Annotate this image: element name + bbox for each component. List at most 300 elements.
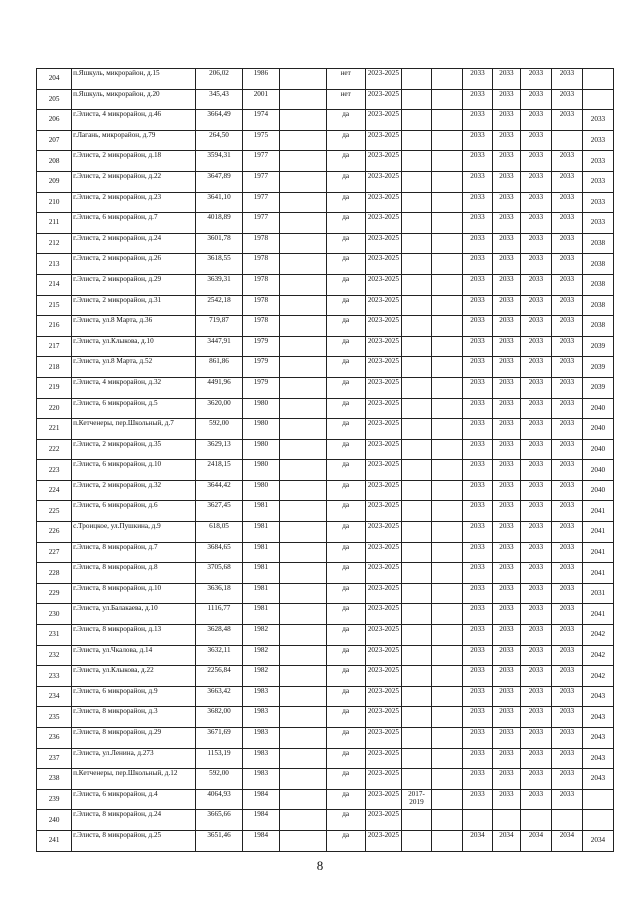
cell-year-col-5: 2042	[582, 625, 613, 646]
cell-year-col-3: 2033	[520, 233, 551, 254]
cell-empty-column	[279, 439, 326, 460]
cell-year-col-1: 2033	[462, 171, 492, 192]
cell-year-col-2: 2033	[492, 748, 520, 769]
cell-flag: да	[326, 316, 365, 337]
cell-year-col-2: 2033	[492, 769, 520, 790]
cell-empty-column	[279, 830, 326, 851]
cell-area: 618,05	[196, 522, 243, 543]
cell-year-col-4: 2033	[551, 357, 582, 378]
cell-area: 719,87	[196, 316, 243, 337]
cell-area: 3684,65	[196, 542, 243, 563]
cell-build-year: 1981	[242, 542, 279, 563]
cell-empty-column	[431, 316, 462, 337]
cell-area: 4491,96	[196, 377, 243, 398]
cell-year-col-2: 2033	[492, 419, 520, 440]
cell-empty-column	[431, 110, 462, 131]
cell-year-col-2: 2033	[492, 460, 520, 481]
cell-year-col-5	[582, 89, 613, 110]
cell-year-col-5: 2042	[582, 666, 613, 687]
cell-empty-column	[279, 89, 326, 110]
cell-year-col-1: 2033	[462, 604, 492, 625]
cell-year-col-4: 2033	[551, 192, 582, 213]
cell-build-year: 1977	[242, 192, 279, 213]
cell-period: 2023-2025	[365, 192, 401, 213]
cell-flag: да	[326, 769, 365, 790]
cell-period: 2023-2025	[365, 439, 401, 460]
cell-period: 2023-2025	[365, 233, 401, 254]
cell-year-col-2: 2033	[492, 563, 520, 584]
cell-year-col-2: 2033	[492, 789, 520, 810]
table-row	[37, 192, 614, 213]
cell-empty-column	[431, 686, 462, 707]
cell-year-col-4: 2033	[551, 254, 582, 275]
cell-year-col-2: 2034	[492, 830, 520, 851]
table-row	[37, 171, 614, 192]
cell-year-col-5: 2043	[582, 686, 613, 707]
cell-period: 2023-2025	[365, 748, 401, 769]
cell-build-year: 1982	[242, 666, 279, 687]
cell-year-col-2: 2033	[492, 192, 520, 213]
cell-build-year: 1979	[242, 336, 279, 357]
cell-build-year: 1979	[242, 377, 279, 398]
cell-build-year: 1980	[242, 480, 279, 501]
cell-build-year: 1977	[242, 151, 279, 172]
cell-year-col-4: 2033	[551, 625, 582, 646]
cell-year-col-2: 2033	[492, 316, 520, 337]
cell-address: п.Кетченеры, пер.Школьный, д.12	[72, 769, 196, 790]
cell-year-col-5: 2039	[582, 357, 613, 378]
cell-year-col-3: 2033	[520, 563, 551, 584]
cell-row-number: 217	[37, 336, 72, 357]
cell-area: 3639,31	[196, 274, 243, 295]
cell-year-col-5: 2040	[582, 398, 613, 419]
cell-year-col-5: 2043	[582, 769, 613, 790]
cell-build-year: 1978	[242, 254, 279, 275]
cell-year-col-2: 2033	[492, 501, 520, 522]
table-row	[37, 480, 614, 501]
table-row	[37, 398, 614, 419]
cell-year-col-3: 2033	[520, 501, 551, 522]
cell-empty-column	[431, 728, 462, 749]
table-row	[37, 336, 614, 357]
table-row	[37, 604, 614, 625]
cell-year-col-5: 2038	[582, 316, 613, 337]
cell-row-number: 236	[37, 728, 72, 749]
cell-row-number: 234	[37, 686, 72, 707]
cell-prior-period	[401, 110, 431, 131]
cell-empty-column	[279, 480, 326, 501]
cell-year-col-3: 2033	[520, 398, 551, 419]
cell-empty-column	[279, 583, 326, 604]
cell-address: г.Элиста, 2 микрорайон, д.22	[72, 171, 196, 192]
cell-year-col-3: 2033	[520, 480, 551, 501]
cell-flag: да	[326, 501, 365, 522]
cell-year-col-4: 2033	[551, 542, 582, 563]
cell-build-year: 1982	[242, 625, 279, 646]
cell-build-year: 1984	[242, 789, 279, 810]
table-row	[37, 110, 614, 131]
cell-empty-column	[279, 274, 326, 295]
cell-build-year: 1980	[242, 419, 279, 440]
cell-build-year: 1983	[242, 686, 279, 707]
cell-prior-period: 2017-2019	[401, 789, 431, 810]
cell-prior-period	[401, 151, 431, 172]
cell-area: 3665,66	[196, 810, 243, 831]
cell-flag: да	[326, 357, 365, 378]
cell-year-col-3: 2033	[520, 707, 551, 728]
cell-row-number: 210	[37, 192, 72, 213]
cell-address: г.Элиста, 6 микрорайон, д.9	[72, 686, 196, 707]
cell-year-col-2: 2033	[492, 645, 520, 666]
cell-empty-column	[431, 769, 462, 790]
cell-year-col-4: 2033	[551, 274, 582, 295]
cell-area: 2542,18	[196, 295, 243, 316]
cell-area: 4018,89	[196, 213, 243, 234]
cell-year-col-4: 2033	[551, 233, 582, 254]
cell-period: 2023-2025	[365, 213, 401, 234]
cell-empty-column	[431, 213, 462, 234]
cell-year-col-1: 2033	[462, 110, 492, 131]
cell-prior-period	[401, 254, 431, 275]
cell-row-number: 228	[37, 563, 72, 584]
cell-year-col-1: 2033	[462, 151, 492, 172]
cell-year-col-2: 2033	[492, 110, 520, 131]
cell-year-col-4: 2033	[551, 398, 582, 419]
cell-year-col-5: 2031	[582, 583, 613, 604]
cell-build-year: 1983	[242, 769, 279, 790]
cell-prior-period	[401, 769, 431, 790]
cell-area: 3644,42	[196, 480, 243, 501]
cell-prior-period	[401, 192, 431, 213]
cell-area: 1153,19	[196, 748, 243, 769]
cell-period: 2023-2025	[365, 377, 401, 398]
cell-area: 3594,31	[196, 151, 243, 172]
cell-year-col-1: 2033	[462, 357, 492, 378]
cell-build-year: 1983	[242, 707, 279, 728]
table-row	[37, 501, 614, 522]
cell-period: 2023-2025	[365, 563, 401, 584]
cell-build-year: 1980	[242, 398, 279, 419]
cell-address: г.Элиста, 6 микрорайон, д.4	[72, 789, 196, 810]
cell-year-col-2: 2033	[492, 213, 520, 234]
cell-area: 3663,42	[196, 686, 243, 707]
cell-build-year: 1977	[242, 213, 279, 234]
cell-year-col-3: 2033	[520, 460, 551, 481]
cell-area: 3628,48	[196, 625, 243, 646]
cell-address: г.Лагань, микрорайон, д.79	[72, 130, 196, 151]
cell-year-col-3: 2033	[520, 110, 551, 131]
cell-year-col-1: 2034	[462, 830, 492, 851]
cell-period: 2023-2025	[365, 295, 401, 316]
cell-empty-column	[431, 583, 462, 604]
cell-area: 264,50	[196, 130, 243, 151]
cell-year-col-3: 2033	[520, 336, 551, 357]
cell-address: г.Элиста, 8 микрорайон, д.8	[72, 563, 196, 584]
cell-year-col-1: 2033	[462, 69, 492, 90]
cell-address: г.Элиста, 2 микрорайон, д.26	[72, 254, 196, 275]
cell-row-number: 222	[37, 439, 72, 460]
cell-year-col-4: 2033	[551, 213, 582, 234]
table-row	[37, 377, 614, 398]
cell-year-col-1: 2033	[462, 563, 492, 584]
cell-flag: да	[326, 686, 365, 707]
cell-flag: да	[326, 213, 365, 234]
cell-empty-column	[279, 357, 326, 378]
cell-empty-column	[431, 419, 462, 440]
cell-period: 2023-2025	[365, 810, 401, 831]
cell-prior-period	[401, 707, 431, 728]
cell-year-col-5: 2041	[582, 604, 613, 625]
cell-year-col-3: 2033	[520, 89, 551, 110]
cell-address: г.Элиста, 2 микрорайон, д.24	[72, 233, 196, 254]
cell-build-year: 1978	[242, 233, 279, 254]
cell-address: г.Элиста, ул.Чкалова, д.14	[72, 645, 196, 666]
cell-empty-column	[279, 522, 326, 543]
cell-empty-column	[431, 233, 462, 254]
cell-year-col-3: 2033	[520, 728, 551, 749]
cell-period: 2023-2025	[365, 316, 401, 337]
cell-period: 2023-2025	[365, 501, 401, 522]
cell-row-number: 204	[37, 69, 72, 90]
cell-year-col-1: 2033	[462, 336, 492, 357]
cell-empty-column	[279, 130, 326, 151]
table-row	[37, 460, 614, 481]
cell-year-col-2: 2033	[492, 439, 520, 460]
cell-year-col-4	[551, 810, 582, 831]
cell-flag: нет	[326, 89, 365, 110]
cell-year-col-4: 2033	[551, 151, 582, 172]
cell-period: 2023-2025	[365, 686, 401, 707]
cell-empty-column	[431, 542, 462, 563]
cell-prior-period	[401, 89, 431, 110]
cell-empty-column	[279, 707, 326, 728]
cell-empty-column	[431, 480, 462, 501]
cell-empty-column	[279, 686, 326, 707]
table-row	[37, 769, 614, 790]
cell-year-col-4: 2033	[551, 583, 582, 604]
cell-empty-column	[431, 439, 462, 460]
cell-period: 2023-2025	[365, 728, 401, 749]
cell-address: г.Элиста, ул.Клыкова, д.22	[72, 666, 196, 687]
cell-build-year: 1980	[242, 439, 279, 460]
cell-flag: да	[326, 563, 365, 584]
cell-empty-column	[431, 522, 462, 543]
cell-build-year: 1983	[242, 748, 279, 769]
cell-area: 3618,55	[196, 254, 243, 275]
cell-year-col-3: 2033	[520, 316, 551, 337]
cell-build-year: 1981	[242, 563, 279, 584]
cell-year-col-2	[492, 810, 520, 831]
cell-year-col-4: 2033	[551, 769, 582, 790]
cell-year-col-3: 2033	[520, 357, 551, 378]
cell-prior-period	[401, 460, 431, 481]
cell-address: г.Элиста, ул.Ленина, д.273	[72, 748, 196, 769]
cell-empty-column	[279, 295, 326, 316]
cell-empty-column	[431, 295, 462, 316]
cell-year-col-3: 2033	[520, 583, 551, 604]
cell-period: 2023-2025	[365, 789, 401, 810]
cell-build-year: 1977	[242, 171, 279, 192]
cell-year-col-2: 2033	[492, 686, 520, 707]
cell-address: п.Яшкуль, микрорайон, д.20	[72, 89, 196, 110]
table-row	[37, 439, 614, 460]
cell-row-number: 212	[37, 233, 72, 254]
cell-year-col-1: 2033	[462, 419, 492, 440]
cell-build-year: 2001	[242, 89, 279, 110]
table-row	[37, 563, 614, 584]
cell-address: с.Троицкое, ул.Пушкина, д.9	[72, 522, 196, 543]
cell-area: 206,02	[196, 69, 243, 90]
cell-period: 2023-2025	[365, 645, 401, 666]
cell-address: г.Элиста, 8 микрорайон, д.10	[72, 583, 196, 604]
cell-year-col-5: 2041	[582, 563, 613, 584]
cell-address: г.Элиста, 2 микрорайон, д.32	[72, 480, 196, 501]
cell-flag: да	[326, 748, 365, 769]
cell-empty-column	[279, 769, 326, 790]
cell-empty-column	[431, 151, 462, 172]
cell-year-col-3: 2033	[520, 213, 551, 234]
cell-period: 2023-2025	[365, 460, 401, 481]
cell-build-year: 1982	[242, 645, 279, 666]
cell-prior-period	[401, 728, 431, 749]
cell-year-col-2: 2033	[492, 542, 520, 563]
cell-prior-period	[401, 171, 431, 192]
cell-address: г.Элиста, 4 микрорайон, д.46	[72, 110, 196, 131]
cell-prior-period	[401, 398, 431, 419]
table-row	[37, 830, 614, 851]
cell-row-number: 237	[37, 748, 72, 769]
cell-area: 3705,68	[196, 563, 243, 584]
cell-flag: да	[326, 542, 365, 563]
cell-empty-column	[279, 254, 326, 275]
cell-address: г.Элиста, 2 микрорайон, д.31	[72, 295, 196, 316]
cell-year-col-4: 2033	[551, 748, 582, 769]
cell-year-col-5: 2039	[582, 377, 613, 398]
cell-year-col-2: 2033	[492, 625, 520, 646]
cell-area: 3641,10	[196, 192, 243, 213]
cell-address: г.Элиста, 4 микрорайон, д.32	[72, 377, 196, 398]
cell-year-col-2: 2033	[492, 522, 520, 543]
cell-area: 3682,00	[196, 707, 243, 728]
cell-prior-period	[401, 419, 431, 440]
cell-prior-period	[401, 542, 431, 563]
cell-address: г.Элиста, 8 микрорайон, д.7	[72, 542, 196, 563]
cell-row-number: 215	[37, 295, 72, 316]
cell-prior-period	[401, 501, 431, 522]
cell-year-col-3: 2033	[520, 522, 551, 543]
cell-year-col-5: 2033	[582, 130, 613, 151]
cell-area: 861,86	[196, 357, 243, 378]
cell-year-col-1: 2033	[462, 542, 492, 563]
table-row	[37, 645, 614, 666]
cell-year-col-4: 2033	[551, 728, 582, 749]
cell-flag: нет	[326, 69, 365, 90]
cell-year-col-5: 2041	[582, 501, 613, 522]
cell-year-col-1: 2033	[462, 789, 492, 810]
table-row	[37, 295, 614, 316]
table-row	[37, 666, 614, 687]
cell-empty-column	[431, 460, 462, 481]
cell-empty-column	[431, 501, 462, 522]
cell-year-col-1: 2033	[462, 130, 492, 151]
table-row	[37, 789, 614, 810]
cell-year-col-5	[582, 69, 613, 90]
cell-empty-column	[279, 810, 326, 831]
cell-year-col-3: 2033	[520, 625, 551, 646]
cell-year-col-3: 2034	[520, 830, 551, 851]
cell-address: г.Элиста, 6 микрорайон, д.10	[72, 460, 196, 481]
cell-flag: да	[326, 604, 365, 625]
cell-prior-period	[401, 604, 431, 625]
cell-address: п.Яшкуль, микрорайон, д.15	[72, 69, 196, 90]
cell-year-col-4: 2033	[551, 89, 582, 110]
cell-flag: да	[326, 274, 365, 295]
cell-empty-column	[431, 666, 462, 687]
cell-build-year: 1981	[242, 522, 279, 543]
cell-build-year: 1980	[242, 460, 279, 481]
cell-year-col-1: 2033	[462, 377, 492, 398]
cell-area: 3447,91	[196, 336, 243, 357]
cell-year-col-5: 2040	[582, 480, 613, 501]
cell-year-col-1: 2033	[462, 583, 492, 604]
cell-flag: да	[326, 130, 365, 151]
cell-period: 2023-2025	[365, 274, 401, 295]
table-row	[37, 686, 614, 707]
cell-period: 2023-2025	[365, 254, 401, 275]
cell-address: п.Кетченеры, пер.Школьный, д.7	[72, 419, 196, 440]
cell-year-col-2: 2033	[492, 728, 520, 749]
cell-period: 2023-2025	[365, 110, 401, 131]
table-row	[37, 583, 614, 604]
cell-build-year: 1974	[242, 110, 279, 131]
cell-year-col-1: 2033	[462, 666, 492, 687]
cell-area: 3632,11	[196, 645, 243, 666]
cell-flag: да	[326, 377, 365, 398]
cell-year-col-4: 2033	[551, 522, 582, 543]
cell-year-col-1: 2033	[462, 398, 492, 419]
cell-flag: да	[326, 480, 365, 501]
cell-area: 3664,49	[196, 110, 243, 131]
cell-year-col-3: 2033	[520, 419, 551, 440]
cell-empty-column	[279, 110, 326, 131]
table-row	[37, 274, 614, 295]
cell-row-number: 211	[37, 213, 72, 234]
cell-flag: да	[326, 583, 365, 604]
cell-flag: да	[326, 460, 365, 481]
table-row	[37, 707, 614, 728]
cell-flag: да	[326, 254, 365, 275]
cell-prior-period	[401, 213, 431, 234]
cell-area: 3627,45	[196, 501, 243, 522]
cell-year-col-2: 2033	[492, 707, 520, 728]
cell-year-col-2: 2033	[492, 151, 520, 172]
cell-prior-period	[401, 522, 431, 543]
cell-row-number: 221	[37, 419, 72, 440]
cell-row-number: 207	[37, 130, 72, 151]
cell-year-col-5: 2033	[582, 171, 613, 192]
cell-row-number: 205	[37, 89, 72, 110]
cell-year-col-4: 2033	[551, 171, 582, 192]
cell-prior-period	[401, 357, 431, 378]
cell-flag: да	[326, 666, 365, 687]
cell-prior-period	[401, 233, 431, 254]
cell-address: г.Элиста, 8 микрорайон, д.3	[72, 707, 196, 728]
cell-year-col-3: 2033	[520, 769, 551, 790]
cell-empty-column	[431, 707, 462, 728]
cell-build-year: 1984	[242, 830, 279, 851]
cell-year-col-4: 2033	[551, 707, 582, 728]
table-row	[37, 233, 614, 254]
